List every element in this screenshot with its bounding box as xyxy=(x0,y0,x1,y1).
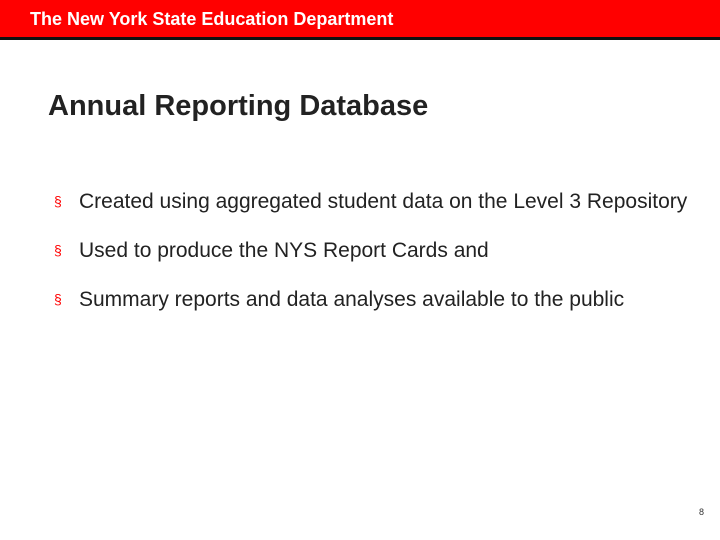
bullet-text: Created using aggregated student data on the Level 3 Repository xyxy=(79,190,688,213)
bullet-marker-icon: § xyxy=(54,193,62,209)
bullet-item xyxy=(54,233,704,268)
organization-name: The New York State Education Department xyxy=(30,9,394,29)
bullet-text: Summary reports and data analyses available to the public xyxy=(79,288,625,311)
bullet-text: Used to produce the NYS Report Cards and xyxy=(79,239,489,262)
bullet-item xyxy=(54,184,704,219)
header-bar xyxy=(0,0,720,40)
bullet-list xyxy=(54,184,704,331)
bullet-marker-icon: § xyxy=(54,242,62,258)
page-number: 8 xyxy=(698,507,704,517)
bullet-item xyxy=(54,282,704,317)
bullet-marker-icon: § xyxy=(54,291,62,307)
slide-title: Annual Reporting Database xyxy=(48,90,429,122)
